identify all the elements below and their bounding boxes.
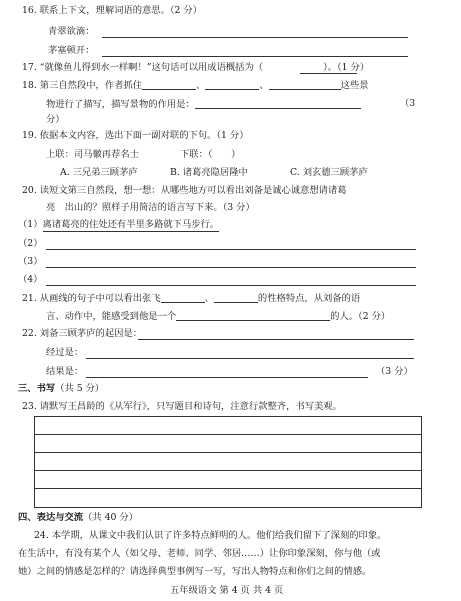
q16-term1: 青翠欲滴： (48, 26, 95, 37)
q20-example (18, 220, 219, 229)
q24-line3: 她）之间的情感是怎样的？请选择典型事例写一写，写出人物特点和你们之间的情感。 (18, 566, 372, 577)
q16-term2: 茅塞顿开： (48, 45, 95, 56)
section-4-points: （共 40 分） (83, 512, 139, 523)
q21-blank-3[interactable] (176, 311, 330, 321)
q16-answer2-blank[interactable] (102, 56, 408, 57)
q18-line1 (22, 80, 369, 90)
q21-part3: 的性格特点，从刘备的语 (257, 293, 361, 304)
q19-option-b[interactable]: B. 诸葛亮隐居隆中 (170, 167, 248, 178)
section-4-heading (18, 513, 138, 522)
q18-part2: 这些景 (340, 80, 369, 91)
q21-line2 (46, 311, 390, 321)
q20-label-2: （2） (18, 238, 43, 249)
writing-row-1 (35, 434, 421, 435)
q20-answer-4-blank[interactable] (46, 285, 416, 286)
q17-tail-text: ）。（1 分） (323, 62, 370, 73)
q19-option-c[interactable]: C. 刘玄德三顾茅庐 (290, 167, 368, 178)
q18-blank-3[interactable] (269, 80, 341, 90)
q19-stem: 19. 依据本文内容，选出下面一副对联的下句。（1 分） (22, 130, 249, 141)
writing-row-3 (35, 470, 421, 471)
q22-cause-blank[interactable] (138, 339, 414, 340)
q19-option-a[interactable]: A. 三兄弟三顾茅庐 (60, 167, 138, 178)
writing-box[interactable] (34, 416, 422, 508)
section-4-title: 四、表达与交流 (18, 512, 84, 523)
q18-function-blank[interactable] (195, 99, 361, 109)
q21-blank-2[interactable] (214, 293, 258, 303)
q20-label-4: （4） (18, 274, 43, 285)
q18-line2-text: 物进行了描写，描写景物的作用是： (46, 99, 195, 110)
q19-lower-couplet: 下联：（ ） (180, 149, 241, 160)
section-3-title: 三、书写 (18, 383, 56, 394)
writing-row-2 (35, 452, 421, 453)
q18-blank-1[interactable] (142, 80, 196, 90)
q21-line2a: 言、动作中，能感受到他是一个 (46, 311, 177, 322)
q20-example-text: 离诸葛亮的住处还有半里多路就下马步行。 (42, 219, 220, 230)
q16-stem: 16. 联系上下文，理解词语的意思。（2 分） (22, 5, 203, 16)
q22-result-label: 结果是： (46, 366, 84, 377)
q22-pass-label: 经过是： (46, 347, 84, 358)
q19-upper-couplet: 上联：司马徽再荐名士 (46, 149, 139, 160)
q20-line2: 亮 出山的？照样子用简洁的语言写下来。（3 分） (46, 202, 255, 213)
q20-answer-3-blank[interactable] (46, 267, 416, 268)
q18-sep2: 、 (259, 80, 269, 91)
q22-result-blank[interactable] (86, 377, 368, 378)
q20-label-3: （3） (18, 256, 43, 267)
q18-part1: 18. 第三自然段中，作者抓住 (22, 80, 143, 91)
q20-line1: 20. 读短文第三自然段，想一想：从哪些地方可以看出刘备是诚心诚意想请诸葛 (22, 185, 347, 196)
q22-stem: 22. 刘备三顾茅庐的起因是： (22, 328, 143, 339)
q20-example-number: （1） (18, 219, 43, 230)
q21-line1 (22, 293, 360, 303)
q22-pass-blank[interactable] (86, 358, 414, 359)
q23-stem: 23. 请默写王昌龄的《从军行》，只写题目和诗句，注意行款整齐，书写美观。 (22, 401, 342, 412)
q17-answer-blank[interactable] (300, 73, 357, 74)
q21-sep: 、 (204, 293, 214, 304)
q22-score: （3 分） (376, 366, 413, 377)
q18-score: （3 (400, 98, 416, 109)
section-3-heading (18, 384, 104, 393)
q17-stem-text: 17. “就像鱼儿得到水一样啊！”这句话可以用成语概括为（ (22, 62, 264, 73)
q21-line2b: 的人。（2 分） (330, 311, 391, 322)
q24-line2: 在生活中，有没有某个人（如父母、老师、同学、邻居……）让你印象深刻，你与他（或 (18, 548, 381, 559)
q18-line2 (46, 99, 361, 109)
q18-line3: 分） (46, 114, 65, 125)
q24-line1: 24. 本学期，从课文中我们认识了许多特点鲜明的人。他们给我们留下了深刻的印象。 (34, 530, 387, 541)
q20-answer-2-blank[interactable] (46, 249, 416, 250)
q18-blank-2[interactable] (205, 80, 259, 90)
q17-stem (22, 63, 369, 72)
section-3-points: （共 5 分） (55, 383, 105, 394)
q21-part1: 21. 从画线的句子中可以看出张飞 (22, 293, 161, 304)
q16-answer1-blank[interactable] (102, 37, 408, 38)
writing-row-4 (35, 488, 421, 489)
q18-sep1: 、 (196, 80, 206, 91)
q21-blank-1[interactable] (161, 293, 205, 303)
page-footer: 五年级语文 第 4 页 共 4 页 (170, 585, 284, 596)
